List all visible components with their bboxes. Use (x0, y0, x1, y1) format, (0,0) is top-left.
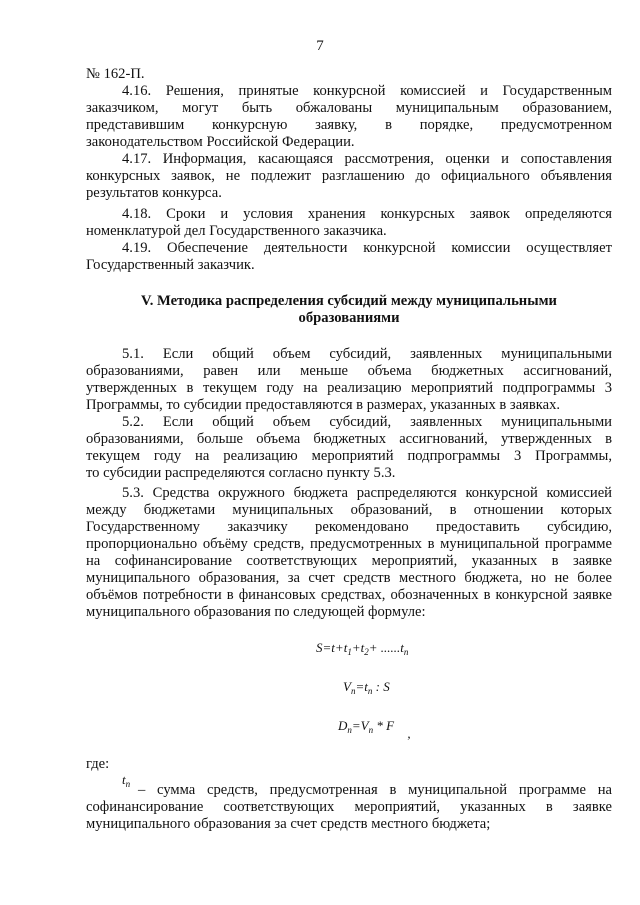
text-line: то субсидии распределяются согласно пункту 5.3. (86, 465, 396, 481)
text-line: номенклатурой дел Государственного заказчика. (86, 223, 387, 239)
text-line: конкурсных заявок, не подлежит разглашению до официального объявления (86, 168, 612, 184)
text-line: законодательством Российской Федерации. (86, 134, 355, 150)
text-line: утвержденных в текущем году на реализацию мероприятий подпрограммы 3 (86, 380, 612, 396)
text-line: объёмов потребности в финансовых средствах, обозначенных в конкурсной заявке (86, 587, 612, 603)
text-line: 4.18. Сроки и условия хранения конкурсных заявок определяются (122, 206, 612, 222)
text-line: представившим конкурсную заявку, в порядке, предусмотренном (86, 117, 612, 133)
text-line: 4.19. Обеспечение деятельности конкурсной комиссии осуществляет (122, 240, 612, 256)
text-line: текущем году на реализацию мероприятий подпрограммы 3 Программы, (86, 448, 612, 464)
text-line: пропорционально объёму средств, предусмотренных в муниципальной программе (86, 536, 612, 552)
text-line: 5.2. Если общий объем субсидий, заявленных муниципальными (122, 414, 612, 430)
text-line: образованиями, равен или меньше объема бюджетных ассигнований, (86, 363, 612, 379)
text-line: результатов конкурса. (86, 185, 222, 201)
section-heading-line-1: V. Методика распределения субсидий между муниципальными (141, 293, 557, 309)
text-line: – сумма средств, предусмотренная в муниципальной программе на (138, 782, 612, 798)
where-label: где: (86, 756, 110, 772)
text-line: 5.1. Если общий объем субсидий, заявленных муниципальными (122, 346, 612, 362)
text-line: на софинансирование соответствующих мероприятий, указанных в заявке (86, 553, 612, 569)
text-line: Программы, то субсидии предоставляются в размерах, указанных в заявках. (86, 397, 561, 413)
text-line: софинансирование соответствующих мероприятий, указанных в заявке (86, 799, 612, 815)
text-line: № 162-П. (86, 66, 145, 82)
symbol-tn: $t_n$ (122, 772, 131, 789)
text-line: Государственному заказчику рекомендовано предоставить субсидию, (86, 519, 612, 535)
text-line: между бюджетами муниципальных образований, в отношении которых (86, 502, 612, 518)
text-line: образованиями, больше объема бюджетных ассигнований, утвержденных в (86, 431, 612, 447)
text-line: Государственный заказчик. (86, 257, 255, 273)
text-line: 4.17. Информация, касающаяся рассмотрения, оценки и сопоставления (122, 151, 612, 167)
text-line: заказчиком, могут быть обжалованы муниципальным образованием, (86, 100, 612, 116)
formula-share: $V_n=t_n$ : S (343, 679, 390, 696)
page-number: 7 (316, 38, 324, 54)
text-line: муниципального образования по следующей формуле: (86, 604, 426, 620)
formula-distribution: $D_n=V_n * F$ , (338, 718, 411, 741)
text-line: 5.3. Средства окружного бюджета распределяются конкурсной комиссией (122, 485, 612, 501)
formula-sum: $S=t+t_1+t_2+ ......t_n$ (316, 640, 409, 657)
section-heading-line-2: образованиями (298, 310, 400, 326)
text-line: муниципального образования, за счет средств местного бюджета, но не более (86, 570, 612, 586)
text-line: муниципального образования за счет средств местного бюджета; (86, 816, 491, 832)
text-line: 4.16. Решения, принятые конкурсной комиссией и Государственным (122, 83, 612, 99)
